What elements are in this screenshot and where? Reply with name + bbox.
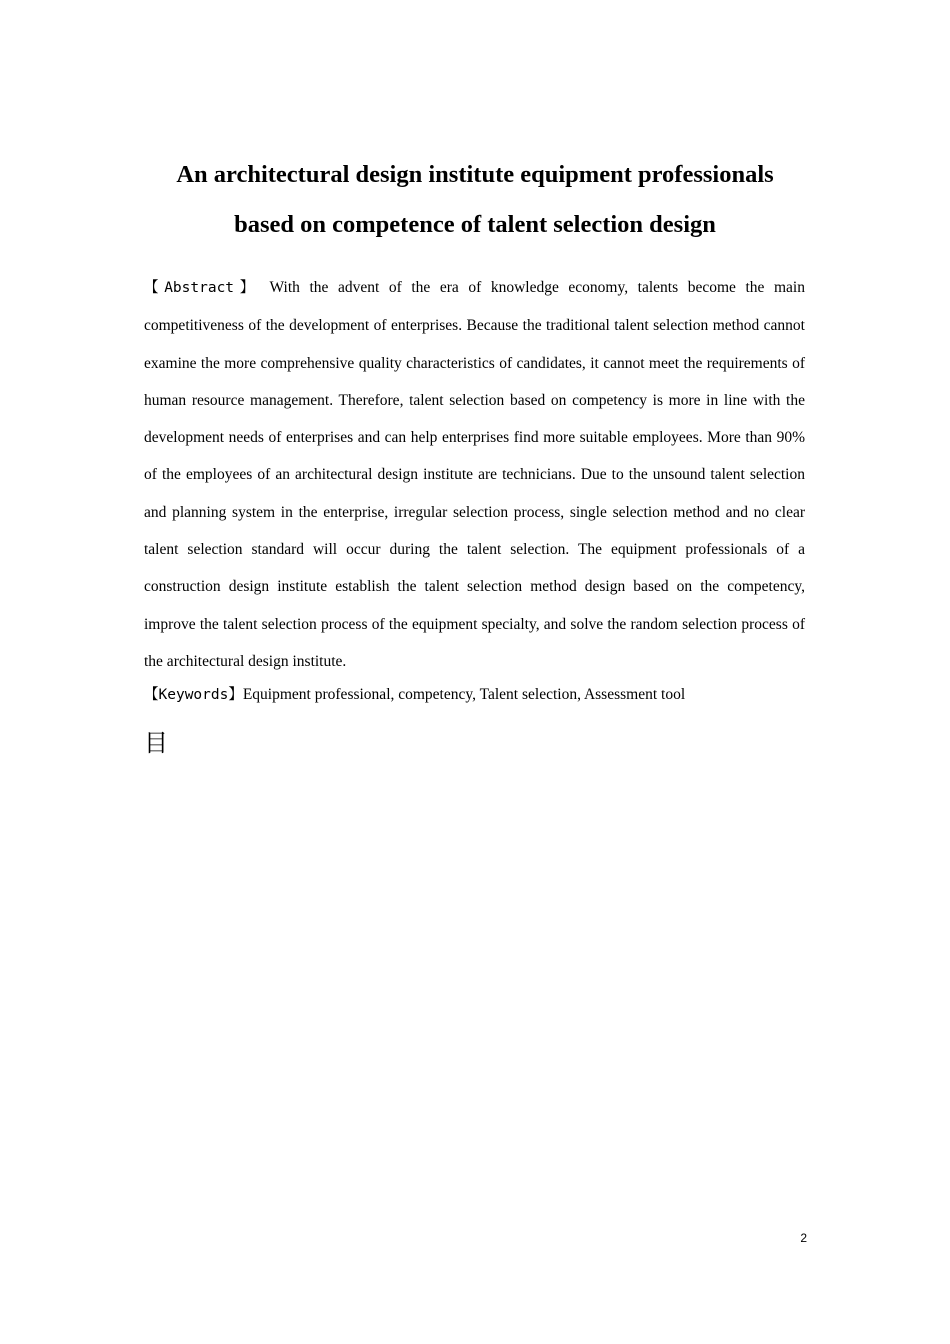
keywords-paragraph: [144, 682, 805, 708]
keywords-text: Equipment professional, competency, Talent selection, Assessment tool: [242, 686, 686, 703]
page-number: 2: [800, 1231, 807, 1245]
keywords-label: 【Keywords】: [144, 687, 243, 703]
paper-title: [100, 150, 850, 250]
toc-heading: 目: [144, 729, 168, 757]
abstract-label: 【Abstract】: [144, 280, 260, 296]
title-line-1: An architectural design institute equipment professionals: [176, 161, 774, 188]
abstract-text: With the advent of the era of knowledge economy, talents become the main competitiveness of the development of enterprises. Because the traditional talent selection method cannot examine the more comprehensive quality characteristics of candidates, it cannot meet the requirements of human resource management. Therefore, talent selection based on competency is more in line with the development needs of enterprises and can help enterprises find more suitable employees. More than 90% of the employees of an architectural design institute are technicians. Due to the unsound talent selection and planning system in the enterprise, irregular selection process, single selection method and no clear talent selection standard will occur during the talent selection. The equipment professionals of a construction design institute establish the talent selection method design based on the competency, improve the talent selection process of the equipment specialty, and solve the random selection process of the architectural design institute.: [144, 279, 805, 670]
abstract-paragraph: [144, 269, 805, 680]
title-line-2: based on competence of talent selection design: [234, 211, 716, 238]
